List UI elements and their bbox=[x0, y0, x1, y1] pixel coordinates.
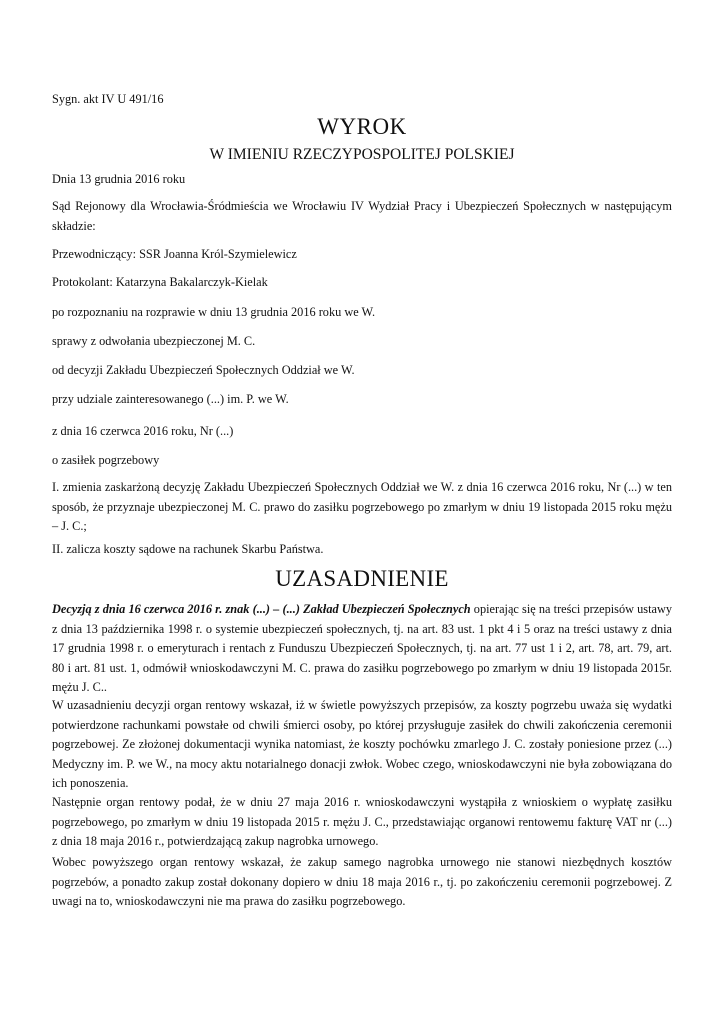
justification-paragraph-1-text: opierając się na treści przepisów ustawy z dnia 13 października 1998 r. o systemie ubezpieczeń społecznych, tj. na art. 83 ust. 1 pkt 4 i 5 oraz na treści ustawy z dnia 17 grudnia 1998 r. o emeryturach i rentach z Funduszu Ubezpieczeń Społecznych, tj. na art. 77 ust 1 i 2, art. 78, art. 79, art. 80 i art. 81 ust. 1, odmówił wnioskodawczyni M. C. prawa do zasiłku pogrzebowego po zmarłym w dniu 19 listopada 2015r. mężu J. C.. bbox=[52, 602, 672, 694]
court-composition: Sąd Rejonowy dla Wrocławia-Śródmieścia we Wrocławiu IV Wydział Pracy i Ubezpieczeń Społecznych w następującym składzie: bbox=[52, 199, 672, 233]
hearing-info: po rozpoznaniu na rozprawie w dniu 13 grudnia 2016 roku we W. bbox=[52, 305, 376, 319]
judgment-subtitle: W IMIENIU RZECZYPOSPOLITEJ POLSKIEJ bbox=[209, 146, 515, 163]
case-appeal: sprawy z odwołania ubezpieczonej M. C. bbox=[52, 334, 256, 348]
justification-title: UZASADNIENIE bbox=[275, 566, 449, 591]
decision-reference: Decyzją z dnia 16 czerwca 2016 r. znak (...) – (...) Zakład Ubezpieczeń Społecznych bbox=[52, 602, 471, 616]
ruling-point-2: II. zalicza koszty sądowe na rachunek Skarbu Państwa. bbox=[52, 542, 324, 556]
presiding-judge: Przewodniczący: SSR Joanna Król-Szymielewicz bbox=[52, 247, 297, 261]
justification-paragraph-3: Następnie organ rentowy podał, że w dniu 27 maja 2016 r. wnioskodawczyni wystąpiła z wnioskiem o wypłatę zasiłku pogrzebowego, po zmarłym w dniu 19 listopada 2015 r. mężu J. C., przedstawiając organowi rentowemu fakturę VAT nr (...) z dnia 18 maja 2016 r., potwierdzającą zakup nagrobka urnowego. bbox=[52, 795, 672, 848]
case-date: z dnia 16 czerwca 2016 roku, Nr (...) bbox=[52, 424, 234, 438]
judgment-date: Dnia 13 grudnia 2016 roku bbox=[52, 172, 186, 186]
justification-paragraph-1 bbox=[52, 600, 672, 698]
judgment-title: WYROK bbox=[317, 114, 407, 139]
case-party: przy udziale zainteresowanego (...) im. P. we W. bbox=[52, 392, 289, 406]
case-signature: Sygn. akt IV U 491/16 bbox=[52, 92, 164, 106]
case-decision: od decyzji Zakładu Ubezpieczeń Społecznych Oddział we W. bbox=[52, 363, 355, 377]
ruling-point-1: I. zmienia zaskarżoną decyzję Zakładu Ubezpieczeń Społecznych Oddział we W. z dnia 16 czerwca 2016 roku, Nr (...) w ten sposób, że przyznaje ubezpieczonej M. C. prawo do zasiłku pogrzebowego po zmarłym w dniu 19 listopada 2015 roku mężu – J. C.; bbox=[52, 480, 672, 533]
justification-paragraph-4: Wobec powyższego organ rentowy wskazał, że zakup samego nagrobka urnowego nie stanowi niezbędnych kosztów pogrzebów, a ponadto zakup został dokonany dopiero w dniu 18 maja 2016 r., tj. po zakończeniu ceremonii pogrzebowej. Z uwagi na to, wnioskodawczyni nie ma prawa do zasiłku pogrzebowego. bbox=[52, 855, 672, 908]
justification-paragraph-2: W uzasadnieniu decyzji organ rentowy wskazał, iż w świetle powyższych przepisów, za koszty pogrzebu uważa się wydatki potwierdzone rachunkami powstałe od chwili śmierci osoby, po której przysługuje zasiłek do chwili zakończenia ceremonii pogrzebowej. Ze złożonej dokumentacji wynika natomiast, że koszty pochówku zmarlego J. C. zostały poniesione przez (...) Medyczny im. P. we W., na mocy aktu notarialnego donacji zwłok. Wobec czego, wnioskodawczyni nie była zobowiązana do ich ponoszenia. bbox=[52, 698, 672, 790]
court-clerk: Protokolant: Katarzyna Bakalarczyk-Kielak bbox=[52, 275, 268, 289]
case-subject: o zasiłek pogrzebowy bbox=[52, 453, 160, 467]
